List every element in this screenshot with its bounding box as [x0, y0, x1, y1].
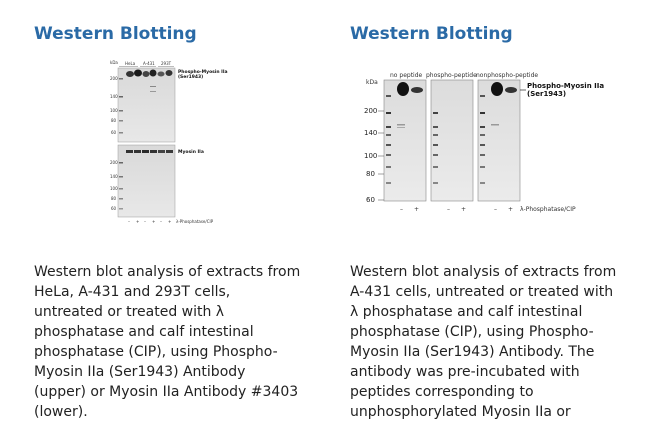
left-upper-panel [118, 68, 175, 142]
svg-text:+: + [508, 206, 514, 213]
right-western-blot-image [360, 70, 605, 216]
svg-text:80: 80 [111, 196, 117, 201]
svg-text:80: 80 [366, 170, 375, 178]
svg-text:60: 60 [366, 196, 375, 204]
svg-text:+: + [136, 219, 140, 224]
right-band-label: Phospho-Myosin IIa [527, 82, 605, 90]
svg-text:100: 100 [110, 108, 118, 113]
left-heading: Western Blotting [34, 24, 197, 44]
panel-label-phospho-peptide: phospho-peptide [426, 72, 477, 79]
left-western-blot-image [106, 58, 256, 226]
right-heading: Western Blotting [350, 24, 513, 44]
left-blot-svg [106, 58, 256, 226]
svg-text:–: – [128, 219, 130, 224]
left-kda-label: kDa [110, 60, 118, 65]
right-treatment-label: λ-Phosphatase/CIP [520, 206, 576, 213]
svg-text:60: 60 [111, 130, 117, 135]
svg-text:80: 80 [111, 118, 117, 123]
svg-text:–: – [400, 206, 403, 213]
sample-label-hela: HeLa [125, 61, 136, 66]
sample-label-293t: 293T [161, 61, 172, 66]
left-caption: Western blot analysis of extracts from HeLa, A-431 and 293T cells, untreated or treated with λ phosphatase and calf intestinal phosphatase (CIP), using Phospho- Myosin IIa (Ser1943) Antibody (upper) or Myosin IIa Antibody #3403 (lower). [34, 264, 301, 420]
right-band-sublabel: (Ser1943) [527, 90, 567, 98]
right-blot-svg [360, 70, 605, 216]
svg-text:+: + [168, 219, 172, 224]
svg-text:–: – [447, 206, 450, 213]
svg-text:+: + [152, 219, 156, 224]
svg-text:100: 100 [364, 152, 378, 160]
svg-text:–: – [494, 206, 497, 213]
right-caption: Western blot analysis of extracts from A-431 cells, untreated or treated with λ phosphatase and calf intestinal phosphatase (CIP), using Phospho- Myosin IIa (Ser1943) Antibody. The antibody was pre-incubated with peptides corresponding to unphosphorylated Myosin IIa or [350, 264, 617, 420]
right-kda-label: kDa [366, 79, 378, 86]
left-upper-band-label: Phospho-Myosin IIa [178, 70, 228, 75]
left-treatment-label: λ-Phosphatase/CIP [176, 219, 214, 224]
svg-text:+: + [414, 206, 420, 213]
sample-label-a431: A-431 [143, 61, 155, 66]
svg-text:140: 140 [364, 129, 378, 137]
svg-text:100: 100 [110, 186, 118, 191]
svg-text:200: 200 [110, 160, 118, 165]
svg-text:60: 60 [111, 206, 117, 211]
svg-text:140: 140 [110, 174, 118, 179]
left-lower-band-label: Myosin IIa [178, 150, 204, 155]
svg-text:200: 200 [110, 76, 118, 81]
svg-text:200: 200 [364, 107, 378, 115]
svg-text:–: – [160, 219, 162, 224]
left-upper-band-sublabel: (Ser1943) [178, 75, 204, 80]
svg-text:–: – [144, 219, 146, 224]
svg-text:+: + [461, 206, 467, 213]
left-lower-panel [118, 145, 175, 217]
panel-label-nonphospho-peptide: nonphospho-peptide [476, 72, 539, 79]
panel-label-no-peptide: no peptide [390, 72, 423, 79]
svg-text:140: 140 [110, 94, 118, 99]
